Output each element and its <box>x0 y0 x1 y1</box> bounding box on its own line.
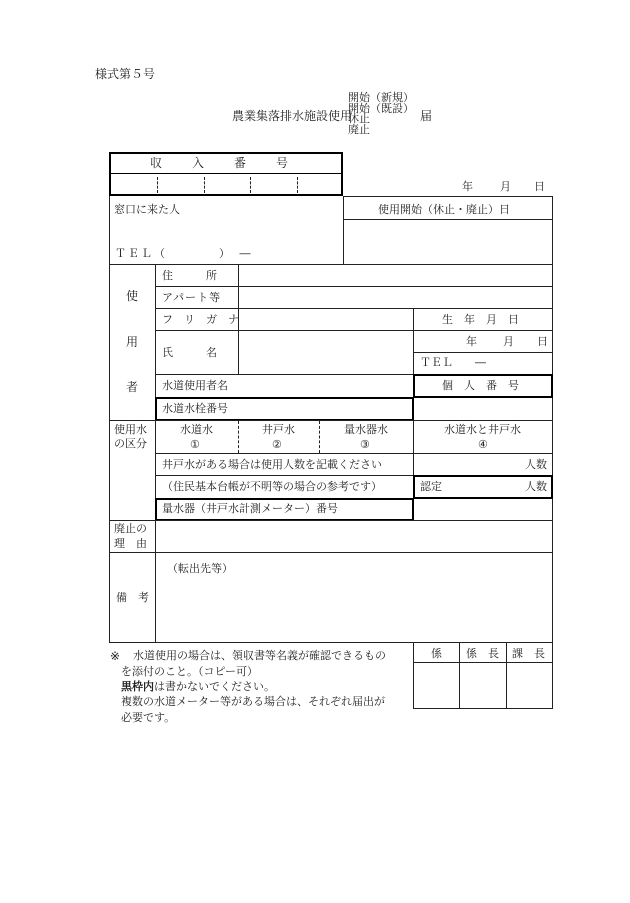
furigana-label: フ リ ガ ナ <box>162 313 239 326</box>
receipt-number-label: 収 入 番 号 <box>150 156 291 170</box>
water-option-2-num: ② <box>272 438 282 451</box>
remarks-hint: （転出先等） <box>167 562 233 575</box>
name-label: 氏 名 <box>162 346 217 359</box>
well-persons-label: 人数 <box>525 458 547 471</box>
visitor-label: 窓口に来た人 <box>114 203 180 216</box>
approval-col-chief: 係 長 <box>466 647 499 660</box>
abolish-reason-label-1: 廃止の <box>114 522 147 535</box>
visitor-tel-label: ＴＥＬ（ ） ― <box>115 247 253 260</box>
water-type-label-2: の区分 <box>114 437 147 450</box>
meter-number-label: 量水器（井戸水計測メーター）番号 <box>162 502 338 515</box>
address-label: 住 所 <box>162 269 217 282</box>
water-user-name-label: 水道使用者名 <box>162 379 228 392</box>
notes-bold-frame: 黒枠内 <box>121 680 154 693</box>
notes-line-1: 水道使用の場合は、領収書等名義が確認できるもの <box>133 649 386 662</box>
birth-year: 年 <box>466 335 477 348</box>
title-option-suspend: 休止 <box>348 112 370 125</box>
water-type-label-1: 使用水 <box>114 423 147 436</box>
title-options <box>348 93 414 135</box>
water-option-4-name: 水道水と井戸水 <box>444 423 521 436</box>
date-day: 日 <box>534 180 545 193</box>
user-side-label-1: 使 <box>126 289 139 303</box>
water-option-3-name: 量水器水 <box>344 423 388 436</box>
water-option-2-name: 井戸水 <box>262 423 295 436</box>
birth-day: 日 <box>537 335 548 348</box>
form-title: 農業集落排水施設使用 <box>232 109 353 123</box>
approval-col-manager: 課 長 <box>512 647 545 660</box>
user-side-label-3: 者 <box>126 380 139 394</box>
hydrant-number-label: 水道水栓番号 <box>162 402 228 415</box>
certified-label: 認定 <box>420 480 442 493</box>
apartment-label: アパート等 <box>162 291 222 304</box>
user-side-label-2: 用 <box>126 335 139 349</box>
title-option-start-existing: 開始（既設） <box>348 101 414 115</box>
notes-line-3-rest: は書かないでください。 <box>154 680 275 693</box>
water-option-1-num: ① <box>190 438 200 451</box>
water-option-1-name: 水道水 <box>180 423 213 436</box>
date-month: 月 <box>500 180 511 193</box>
well-note-1: 井戸水がある場合は使用人数を記載ください <box>162 458 382 471</box>
birth-month: 月 <box>503 335 514 348</box>
title-option-abolish: 廃止 <box>348 122 370 136</box>
form-number: 様式第５号 <box>95 67 156 81</box>
notes-line-5: 必要です。 <box>121 711 176 724</box>
date-year: 年 <box>462 180 473 193</box>
notes-line-3 <box>121 681 275 692</box>
abolish-reason-label-2: 理 由 <box>114 537 147 550</box>
notes-line-4: 複数の水道メーター等がある場合は、それぞれ届出が <box>121 695 385 708</box>
title-suffix: 届 <box>420 109 433 123</box>
title-option-start-new: 開始（新規） <box>348 91 414 104</box>
water-option-3-num: ③ <box>360 438 370 451</box>
certified-persons-label: 人数 <box>525 480 547 493</box>
water-option-4-num: ④ <box>478 438 488 451</box>
notes-mark: ※ <box>110 649 121 663</box>
well-note-2: （住民基本台帳が不明等の場合の参考です） <box>162 480 382 493</box>
remarks-label: 備 考 <box>116 591 149 604</box>
user-tel-label: ＴＥＬ ― <box>420 356 486 369</box>
approval-col-staff: 係 <box>431 647 442 660</box>
individual-number-label: 個 人 番 号 <box>442 379 519 392</box>
birth-label: 生 年 月 日 <box>442 313 519 326</box>
usage-start-label: 使用開始（休止・廃止）日 <box>378 203 510 216</box>
notes-line-2: を添付のこと。（コピー可） <box>121 665 259 678</box>
